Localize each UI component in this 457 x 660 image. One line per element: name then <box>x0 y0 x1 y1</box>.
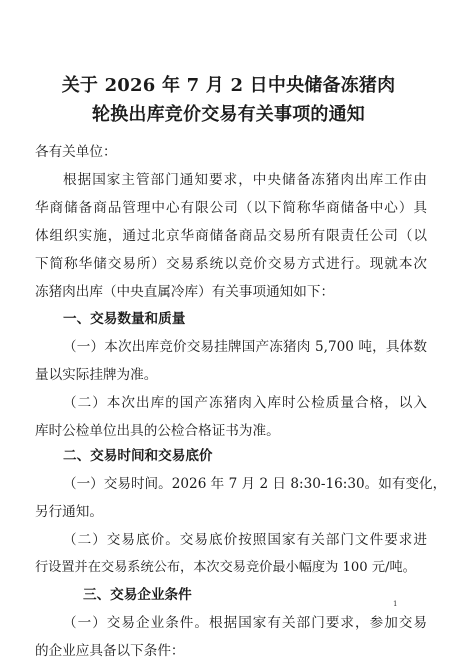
section-1-item-2-line-1: （二）本次出库的国产冻猪肉入库时公检质量合格，以入 <box>63 395 427 411</box>
section-2-item-1-line-2: 另行通知。 <box>35 504 103 520</box>
intro-line-5: 冻猪肉出库（中央直属冷库）有关事项通知如下： <box>35 284 335 300</box>
intro-line-4: 下简称华储交易所）交易系统以竞价交易方式进行。现就本次 <box>35 256 427 272</box>
page-number-mark: 1 <box>393 600 398 608</box>
section-1-item-2-line-2: 库时公检单位出具的公检合格证书为准。 <box>35 423 280 439</box>
intro-line-1: 根据国家主管部门通知要求，中央储备冻猪肉出库工作由 <box>63 172 427 188</box>
section-2-heading: 二、交易时间和交易底价 <box>63 448 213 464</box>
notice-title-line-2: 轮换出库竞价交易有关事项的通知 <box>92 104 365 125</box>
section-2-item-1-line-1: （一）交易时间。2026 年 7 月 2 日 8:30-16:30。如有变化， <box>63 476 447 492</box>
section-2-item-2-line-2: 行设置并在交易系统公布，本次交易竞价最小幅度为 100 元/吨。 <box>35 560 416 575</box>
section-3-item-1-line-1: （一）交易企业条件。根据国家有关部门要求，参加交易 <box>63 615 427 631</box>
section-1-heading: 一、交易数量和质量 <box>63 311 186 327</box>
section-2-item-2-line-1: （二）交易底价。交易底价按照国家有关部门文件要求进 <box>63 532 427 548</box>
section-1-item-1-line-2: 量以实际挂牌为准。 <box>35 367 158 383</box>
intro-line-3: 体组织实施，通过北京华商储备商品交易所有限责任公司（以 <box>35 228 427 244</box>
notice-title-line-1: 关于 2026 年 7 月 2 日中央储备冻猪肉 <box>61 75 396 96</box>
section-3-heading: 三、交易企业条件 <box>83 587 192 603</box>
section-3-item-1-line-2: 的企业应具备以下条件： <box>35 643 185 659</box>
intro-line-2: 华商储备商品管理中心有限公司（以下简称华商储备中心）具 <box>35 200 427 216</box>
salutation: 各有关单位： <box>35 144 117 160</box>
section-1-item-1-line-1: （一）本次出库竞价交易挂牌国产冻猪肉 5,700 吨，具体数 <box>63 339 427 355</box>
